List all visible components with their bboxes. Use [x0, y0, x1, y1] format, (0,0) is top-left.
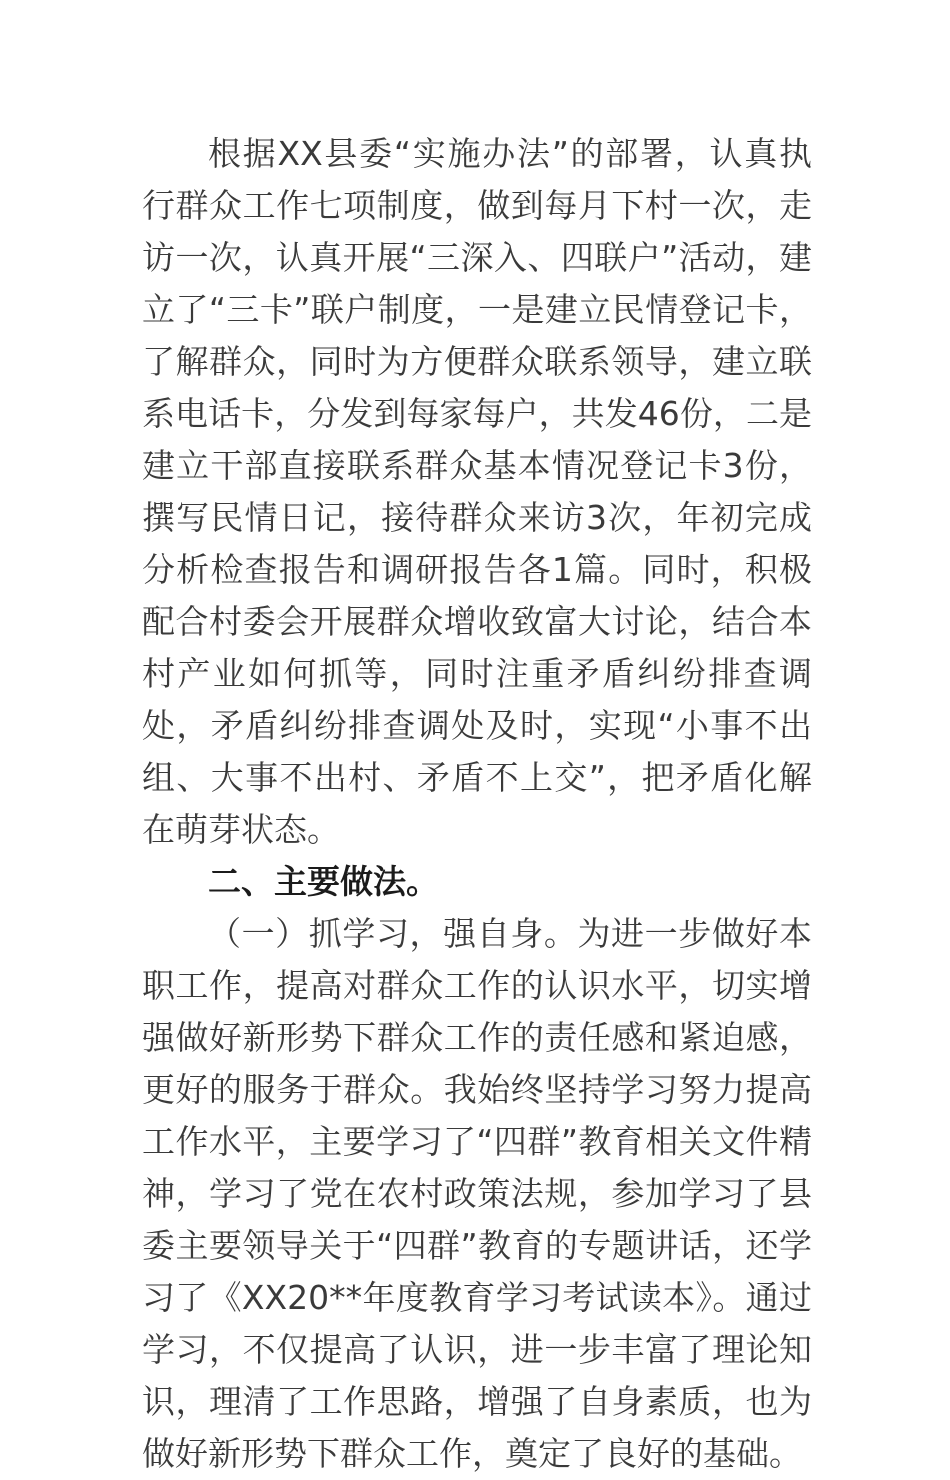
body-paragraph-1: 根据XX县委“实施办法”的部署，认真执行群众工作七项制度，做到每月下村一次，走访一次，认真开展“三深入、四联户”活动，建立了“三卡”联户制度，一是建立民情登记卡，了解群众，同时为方便群众联系领导，建立联系电话卡，分发到每家每户，共发46份，二是建立干部直接联系群众基本情况登记卡3份，撰写民情日记，接待群众来访3次，年初完成分析检查报告和调研报告各1篇。同时，积极配合村委会开展群众增收致富大讨论，结合本村产业如何抓等，同时注重矛盾纠纷排查调处，矛盾纠纷排查调处及时，实现“小事不出组、大事不出村、矛盾不上交”，把矛盾化解在萌芽状态。 — [142, 134, 812, 849]
section-heading-2: 二、主要做法。 — [208, 862, 439, 901]
body-paragraph-2: （一）抓学习，强自身。为进一步做好本职工作，提高对群众工作的认识水平，切实增强做好新形势下群众工作的责任感和紧迫感，更好的服务于群众。我始终坚持学习努力提高工作水平，主要学习了“四群”教育相关文件精神，学习了党在农村政策法规，参加学习了县委主要领导关于“四群”教育的专题讲话，还学习了《XX20**年度教育学习考试读本》。通过学习，不仅提高了认识，进一步丰富了理论知识，理清了工作思路，增强了自身素质，也为做好新形势下群众工作，奠定了良好的基础。 — [142, 914, 812, 1473]
document-text-body — [142, 128, 812, 1480]
